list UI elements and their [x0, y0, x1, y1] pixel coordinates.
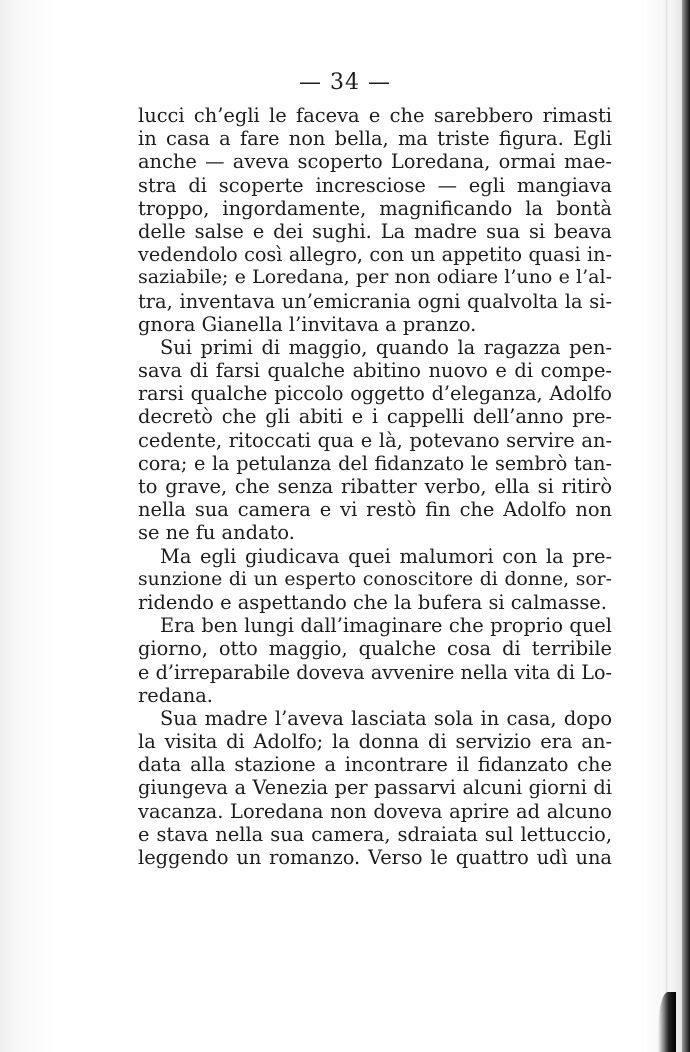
text-line: rarsi qualche piccolo oggetto d’eleganza, Adolfo: [138, 382, 612, 406]
text-line: e d’irreparabile doveva avvenire nella vita di Lo-: [138, 660, 612, 684]
page-number: — 34 —: [299, 70, 391, 95]
page-corner-fold: [658, 992, 676, 1052]
text-line: vacanza. Loredana non doveva aprire ad alcuno: [138, 799, 612, 823]
text-line: ridendo e aspettando che la bufera si calmasse.: [138, 590, 607, 614]
text-line: Ma egli giudicava quei malumori con la pre-: [160, 544, 612, 568]
text-line: sava di farsi qualche abitino nuovo e di compe-: [138, 359, 612, 383]
text-line: anche — aveva scoperto Loredana, ormai mae-: [138, 150, 612, 174]
text-line: e stava nella sua camera, sdraiata sul lettuccio,: [138, 822, 612, 846]
text-line: giorno, otto maggio, qualche cosa di terribile: [138, 637, 612, 661]
text-line: gnora Gianella l’invitava a pranzo.: [138, 312, 477, 336]
text-line: delle salse e dei sughi. La madre sua si beava: [138, 219, 612, 243]
text-line: data alla stazione a incontrare il fidanzato che: [138, 753, 612, 777]
text-line: la visita di Adolfo; la donna di servizio era an-: [138, 730, 612, 754]
text-line: cedente, ritoccati qua e là, potevano servire an-: [138, 428, 612, 452]
text-line: giungeva a Venezia per passarvi alcuni giorni di: [138, 776, 612, 800]
text-line: vedendolo così allegro, con un appetito quasi in-: [138, 243, 612, 267]
text-line: se ne fu andato.: [138, 521, 295, 545]
text-line: Sua madre l’aveva lasciata sola in casa, dopo: [160, 706, 612, 730]
body-text: [138, 104, 612, 869]
text-line: Era ben lungi dall’imaginare che proprio quel: [160, 614, 612, 638]
text-line: tra, inventava un’emicrania ogni qualvolta la si-: [138, 289, 612, 313]
page-gutter-shadow: [665, 0, 668, 1052]
text-line: in casa a fare non bella, ma triste figura. Egli: [138, 127, 612, 151]
text-line: leggendo un romanzo. Verso le quattro udì una: [138, 846, 612, 869]
text-line: troppo, ingordamente, magnificando la bontà: [138, 196, 612, 220]
text-line: stra di scoperte incresciose — egli mangiava: [138, 173, 612, 197]
text-line: decretò che gli abiti e i cappelli dell’anno pre-: [138, 405, 612, 429]
text-line: saziabile; e Loredana, per non odiare l’uno e l’al-: [138, 266, 612, 289]
text-line: cora; e la petulanza del fidanzato le sembrò tan-: [138, 451, 612, 475]
text-line: Sui primi di maggio, quando la ragazza pen-: [160, 335, 612, 359]
text-line: sunzione di un esperto conoscitore di donne, sor-: [138, 568, 612, 590]
book-binding-edge: [682, 0, 690, 1052]
text-line: lucci ch’egli le faceva e che sarebbero rimasti: [138, 104, 612, 127]
text-line: to grave, che senza ribatter verbo, ella si ritirò: [138, 475, 612, 498]
text-line: nella sua camera e vi restò fin che Adolfo non: [138, 498, 612, 522]
text-line: redana.: [138, 683, 213, 707]
